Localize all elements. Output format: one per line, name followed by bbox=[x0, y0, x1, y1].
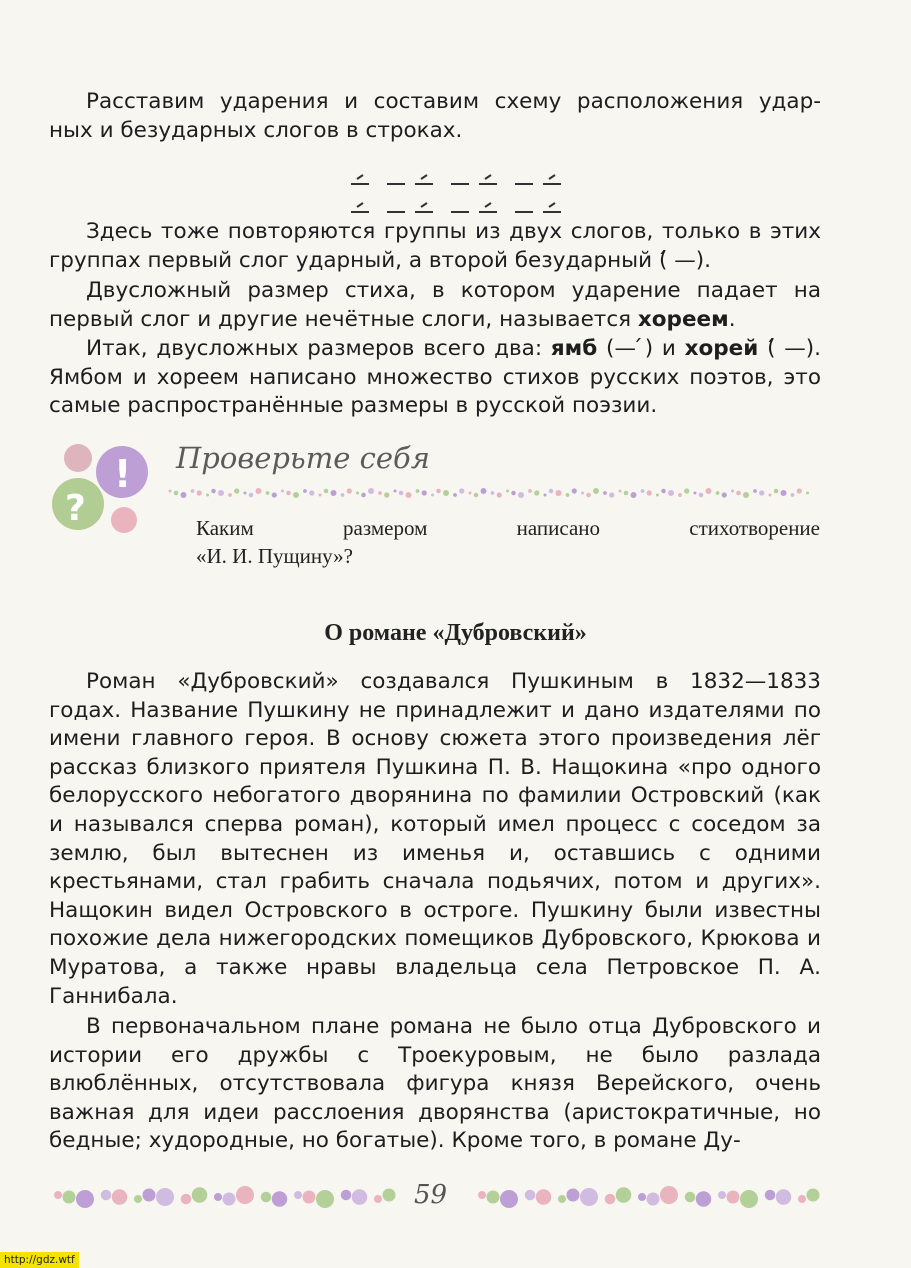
decor-dot bbox=[436, 489, 441, 494]
decor-dot bbox=[134, 1195, 142, 1203]
choree-scheme-inline: ́ — bbox=[667, 247, 696, 273]
decor-dot bbox=[416, 489, 420, 493]
decor-dot bbox=[261, 1192, 272, 1203]
decor-dot bbox=[661, 489, 666, 494]
footer-dots-left bbox=[54, 1182, 404, 1212]
decor-dot bbox=[753, 489, 757, 493]
decor-dot bbox=[218, 490, 224, 496]
decor-dot bbox=[765, 1190, 776, 1201]
decor-dot bbox=[668, 490, 674, 496]
decor-dot bbox=[581, 492, 584, 495]
decor-dot bbox=[586, 493, 591, 498]
decor-dot bbox=[806, 492, 809, 495]
decor-dot bbox=[112, 1189, 128, 1205]
decor-dot bbox=[331, 490, 337, 496]
decor-dot bbox=[54, 1191, 62, 1199]
decor-dot bbox=[798, 1195, 806, 1203]
intro-line-1: Расставим ударения и составим схему расположения удар- bbox=[86, 89, 821, 114]
groups-paragraph bbox=[49, 218, 821, 275]
decor-dot bbox=[678, 493, 682, 497]
decor-dot bbox=[716, 491, 720, 495]
svg-text:!: ! bbox=[114, 452, 132, 496]
decor-dot bbox=[316, 1190, 334, 1208]
intro-line-2: ных и безударных слогов в строках. bbox=[49, 117, 463, 143]
decor-dot bbox=[469, 492, 472, 495]
check-yourself-title: Проверьте себя bbox=[176, 441, 430, 475]
decor-dot bbox=[294, 1191, 302, 1199]
decor-dot bbox=[481, 488, 487, 494]
decor-dot bbox=[656, 494, 659, 497]
decor-dot bbox=[293, 492, 299, 498]
decor-dot bbox=[406, 492, 412, 498]
decor-dot bbox=[169, 490, 172, 493]
decor-dot bbox=[528, 489, 532, 493]
decor-dot bbox=[603, 491, 607, 495]
decor-dot bbox=[631, 492, 637, 498]
decor-dot bbox=[580, 1188, 598, 1206]
decor-dot bbox=[383, 1189, 396, 1202]
decor-dot bbox=[699, 493, 704, 498]
decor-dot bbox=[223, 1193, 236, 1206]
decor-dot bbox=[616, 1187, 632, 1203]
decor-dot bbox=[556, 490, 562, 496]
decor-dot bbox=[384, 492, 389, 497]
decor-dot bbox=[706, 488, 712, 494]
decor-dot bbox=[197, 490, 202, 495]
decor-dot bbox=[181, 1194, 192, 1205]
decor-dot bbox=[776, 1189, 792, 1205]
decor-dot bbox=[303, 1191, 316, 1204]
decor-dot bbox=[443, 490, 449, 496]
decor-dot bbox=[506, 490, 509, 493]
groups-text: Здесь тоже повторяются группы из двух слогов, только в этих группах первый слог ударный, а второй безударный ( bbox=[49, 219, 821, 273]
decor-dot bbox=[807, 1189, 820, 1202]
decor-dot bbox=[272, 492, 277, 497]
section-title: О романе «Дубровский» bbox=[324, 620, 587, 646]
decor-dot bbox=[534, 490, 539, 495]
decor-dot bbox=[518, 492, 524, 498]
decor-dot bbox=[478, 1191, 486, 1199]
decor-dot bbox=[361, 493, 366, 498]
decor-dot bbox=[743, 492, 749, 498]
check-yourself-icon bbox=[50, 440, 160, 540]
decor-dot bbox=[759, 490, 764, 495]
footer-dots-right bbox=[478, 1182, 828, 1212]
decor-dot bbox=[459, 488, 464, 493]
choree-term: хореем bbox=[637, 306, 729, 332]
decor-dot bbox=[736, 491, 741, 496]
decor-dot bbox=[769, 494, 772, 497]
decor-dot bbox=[567, 1189, 580, 1202]
groups-text-end: ). bbox=[695, 247, 711, 273]
check-question-line-2: «И. И. Пущину»? bbox=[196, 544, 353, 568]
decor-dot bbox=[324, 489, 329, 494]
decor-dot bbox=[244, 492, 247, 495]
decor-dot bbox=[352, 1189, 368, 1205]
decor-dot bbox=[378, 491, 382, 495]
decor-dot bbox=[356, 492, 359, 495]
choree-scheme: (́ —) bbox=[758, 336, 815, 361]
decor-dot bbox=[774, 489, 779, 494]
decor-dot bbox=[281, 490, 284, 493]
svg-text:?: ? bbox=[65, 488, 86, 529]
decor-dot bbox=[727, 1191, 740, 1204]
decor-dot bbox=[641, 489, 645, 493]
iamb-scheme: (— ́) и bbox=[597, 336, 685, 361]
dotted-divider bbox=[166, 486, 816, 500]
decor-dot bbox=[660, 1186, 678, 1204]
decor-dot bbox=[619, 490, 622, 493]
decor-dot bbox=[566, 493, 570, 497]
decor-dot bbox=[76, 1190, 94, 1208]
two-meters-text: Итак, двусложных размеров всего два: bbox=[86, 336, 551, 361]
decor-dot bbox=[249, 493, 254, 498]
decor-dot bbox=[341, 1190, 352, 1201]
watermark-link[interactable]: http://gdz.wtf bbox=[0, 1252, 79, 1268]
choree-definition-text: Двусложный размер стиха, в котором ударение падает на первый слог и другие нечётные слоги, называется bbox=[49, 278, 821, 332]
decor-dot bbox=[685, 1192, 696, 1203]
page-number: 59 bbox=[414, 1180, 448, 1210]
decor-dot bbox=[174, 491, 179, 496]
decor-dot bbox=[234, 488, 239, 493]
decor-dot bbox=[341, 493, 345, 497]
decor-dot bbox=[347, 488, 352, 493]
decor-dot bbox=[558, 1195, 566, 1203]
decor-dot bbox=[487, 1191, 500, 1204]
decor-dot bbox=[309, 490, 314, 495]
decor-dot bbox=[497, 492, 502, 497]
decor-dot bbox=[272, 1191, 288, 1207]
check-question-line-1: Каким размером написано стихотворение bbox=[196, 516, 820, 540]
two-meters-paragraph bbox=[49, 335, 821, 421]
decor-dot bbox=[374, 1195, 382, 1203]
decor-dot bbox=[422, 490, 427, 495]
decor-dot bbox=[211, 489, 216, 494]
decor-dot bbox=[286, 491, 291, 496]
decor-dot bbox=[399, 491, 404, 496]
decor-dot bbox=[368, 488, 374, 494]
decor-dot bbox=[191, 489, 195, 493]
decor-dot bbox=[740, 1190, 758, 1208]
decor-dot bbox=[228, 493, 232, 497]
decor-dot bbox=[500, 1190, 518, 1208]
choree-definition-paragraph bbox=[49, 277, 821, 334]
decor-dot bbox=[156, 1188, 174, 1206]
decor-dot bbox=[572, 488, 577, 493]
decor-dot bbox=[511, 491, 516, 496]
decor-dot bbox=[266, 491, 270, 495]
decor-dot bbox=[609, 492, 614, 497]
decor-dot bbox=[605, 1194, 616, 1205]
decor-dot bbox=[549, 489, 554, 494]
decor-dot bbox=[474, 493, 479, 498]
decor-dot bbox=[722, 492, 727, 497]
decor-dot bbox=[256, 488, 262, 494]
decor-dot bbox=[684, 488, 689, 493]
decor-dot bbox=[101, 1190, 112, 1201]
decor-dot bbox=[143, 1189, 156, 1202]
decor-dot bbox=[791, 493, 795, 497]
decor-dot bbox=[192, 1187, 208, 1203]
decor-dot bbox=[319, 494, 322, 497]
decor-dot bbox=[638, 1193, 646, 1201]
choree-term-2: хорей bbox=[684, 336, 759, 361]
decor-dot bbox=[394, 490, 397, 493]
decor-dot bbox=[206, 494, 209, 497]
decor-dot bbox=[694, 492, 697, 495]
choree-definition-end: . bbox=[728, 306, 736, 332]
decor-dot bbox=[544, 494, 547, 497]
decor-dot bbox=[431, 494, 434, 497]
decor-dot bbox=[731, 490, 734, 493]
decor-dot bbox=[536, 1189, 552, 1205]
decor-dot bbox=[214, 1193, 222, 1201]
decor-dot bbox=[453, 493, 457, 497]
decor-dot bbox=[797, 488, 802, 493]
decor-dot bbox=[718, 1191, 726, 1199]
decor-dot bbox=[696, 1191, 712, 1207]
decor-dot bbox=[647, 1193, 660, 1206]
decor-dot bbox=[236, 1186, 254, 1204]
decor-dot bbox=[525, 1190, 536, 1201]
novel-paragraph-1: Роман «Дубровский» создавался Пушкиным в 1832—1833 годах. Название Пушкину не принадлежит и дано издателями по имени главного героя. В основу сюжета этого произведения лёг рассказ близкого приятеля Пушкина П. В. Нащокина «про одного белорусского небогатого дворянина по фамилии Островский (как и назывался сперва роман), который имел процесс с соседом за землю, был вытеснен из именья и, оставшись с одними крестьянами, стал грабить сначала подьячих, потом и других». Нащокин видел Островского в остроге. Пушкину были известны похожие дела нижегородских помещиков Дубровского, Крюкова и Муратова, а также нравы владельца села Петровское П. А. Ганнибала. bbox=[49, 669, 821, 1009]
decor-dot bbox=[593, 488, 599, 494]
decor-dot bbox=[647, 490, 652, 495]
decor-dot bbox=[624, 491, 629, 496]
two-meters-text-2: . Ямбом и хореем написано множество стихов русских поэтов, это самые распространённые размеры в русской поэзии. bbox=[49, 336, 821, 419]
novel-paragraph-2: В первоначальном плане романа не было отца Дубровского и истории его дружбы с Троекуровым, не было разлада влюблённых, отсутствовала фигура князя Верейского, очень важная для идеи расслоения дворянства (аристократичные, но бедные; худородные, но богатые). Кроме того, в романе Ду- bbox=[49, 1014, 821, 1154]
decor-dot bbox=[781, 490, 787, 496]
decor-dot bbox=[491, 491, 495, 495]
iamb-term: ямб bbox=[550, 336, 598, 361]
intro-paragraph bbox=[49, 88, 821, 145]
decor-dot bbox=[303, 489, 307, 493]
decor-dot bbox=[63, 1191, 76, 1204]
decor-dot bbox=[181, 492, 187, 498]
